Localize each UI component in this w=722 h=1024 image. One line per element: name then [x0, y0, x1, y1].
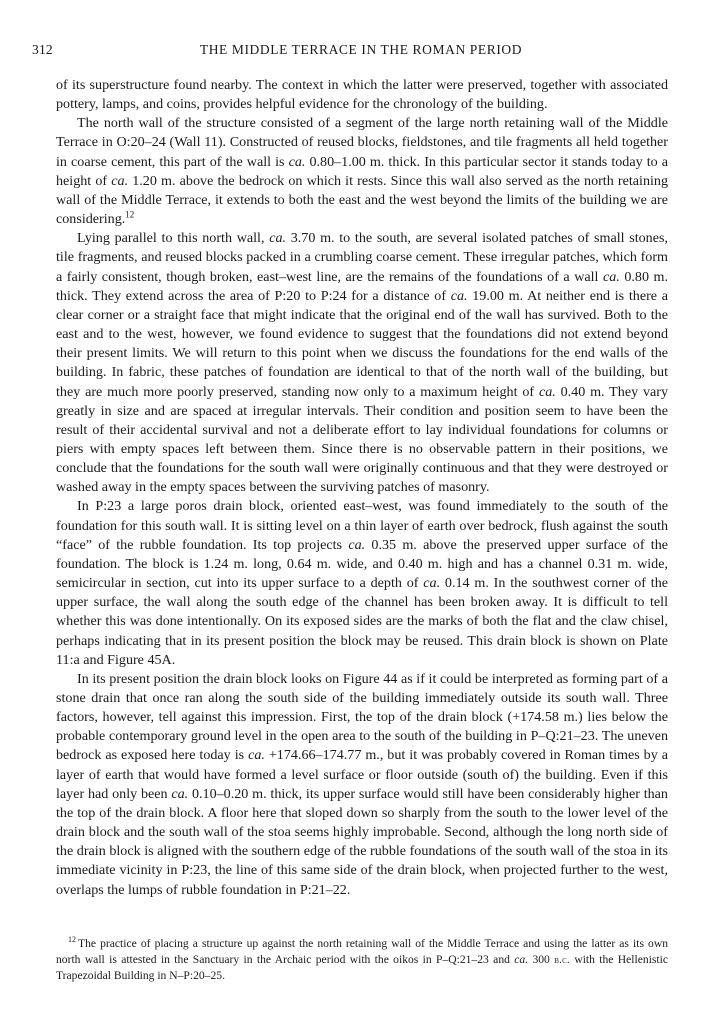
small-caps-text: b.c.	[554, 954, 570, 966]
text-run: +174.66–174.77 m., but it was probably covered in Roman times by a layer of earth that would have formed a level surface or floor outside (south of) the building. Even if this layer had only been	[56, 747, 668, 802]
running-head	[32, 42, 690, 62]
italic-text: ca.	[288, 153, 306, 170]
running-title: THE MIDDLE TERRACE IN THE ROMAN PERIOD	[199, 42, 523, 57]
text-run: The practice of placing a structure up against the north retaining wall of the Middle Terrace and using the latter as its own north wall is attested in the Sanctuary in the Archaic period with the oikos in P–Q:21–23 and	[56, 937, 668, 966]
italic-text: ca.	[348, 536, 366, 553]
text-run: 0.80–1.00 m. thick. In this particular sector it stands today to a height of	[56, 153, 668, 189]
text-run: of its superstructure found nearby. The context in which the latter were preserved, together with associated pottery, lamps, and coins, provides helpful evidence for the chronology of the building.	[56, 77, 668, 113]
text-run: 300	[528, 952, 555, 966]
page-number: 312	[32, 42, 53, 57]
text-run: The north wall of the structure consisted of a segment of the large north retaining wall of the Middle Terrace in O:20–24 (Wall 11). Constructed of reused blocks, fieldstones, and tile fragments all held together in coarse cement, this part of the wall is	[56, 115, 668, 170]
paragraph	[56, 497, 668, 669]
italic-text: ca.	[269, 230, 287, 247]
text-run: 3.70 m. to the south, are several isolated patches of small stones, tile fragments, and reused blocks packed in a crumbling coarse cement. These irregular patches, which form a fairly consistent, though broken, east–west line, are the remains of the foundations of a wall	[56, 230, 668, 285]
footnote-text	[56, 937, 668, 982]
text-run: 0.40 m. They vary greatly in size and are spaced at irregular intervals. Their condition and position seem to have been the result of their accidental survival and not a deliberate effort to lay individual foundations for columns or piers with empty spaces left between them. Since there is no observable pattern in their positions, we conclude that the foundations for the south wall were originally continuous and that they were destroyed or washed away in the empty spaces between the surviving patches of masonry.	[56, 383, 668, 496]
footnote	[56, 936, 668, 984]
paragraph	[56, 229, 668, 497]
text-run: Lying parallel to this north wall,	[77, 230, 270, 247]
paragraph	[56, 114, 668, 229]
italic-text: ca.	[538, 383, 556, 400]
text-run: 19.00 m. At neither end is there a clear corner or a straight face that might indicate that the original end of the wall has survived. Both to the east and to the west, however, we found evidence to suggest that the foundations did not extend beyond their present limits. We will return to this point when we discuss the foundations for the end walls of the building. In fabric, these patches of foundation are identical to that of the north wall of the building, but they are much more poorly preserved, standing now only to a maximum height of	[56, 287, 668, 400]
italic-text: ca.	[514, 952, 529, 966]
paragraph	[56, 670, 668, 900]
text-run: 0.14 m. In the southwest corner of the upper surface, the wall along the south edge of the channel has been broken away. It is difficult to tell whether this was done intentionally. On its exposed sides are the marks of both the flat and the claw chisel, perhaps indicating that in its present position the block may be reused. This drain block is shown on Plate 11:a and Figure 45A.	[56, 575, 668, 668]
text-run: In P:23 a large poros drain block, oriented east–west, was found immediately to the south of the foundation for this south wall. It is sitting level on a thin layer of earth over bedrock, flush against the south “face” of the rubble foundation. Its top projects	[56, 498, 668, 553]
paragraph	[56, 76, 668, 114]
text-run: In its present position the drain block looks on Figure 44 as if it could be interpreted as forming part of a stone drain that once ran along the south side of the building immediately outside its south wall. Three factors, however, tell against this impression. First, the top of the drain block (+174.58 m.) lies below the probable contemporary ground level in the open area to the south of the building in P–Q:21–23. The uneven bedrock as exposed here today is	[56, 670, 668, 764]
italic-text: ca.	[111, 172, 129, 189]
text-run: 0.10–0.20 m. thick, its upper surface would still have been considerably higher than the top of the drain block. A floor here that sloped down so sharply from the south to the lower level of the drain block and the south wall of the stoa seems highly improbable. Second, although the long north side of the drain block is aligned with the southern edge of the rubble foundations of the south wall of the stoa in its immediate vicinity in P:23, the line of this same side of the drain block, when projected further to the west, overlaps the lumps of rubble foundation in P:21–22.	[56, 785, 668, 898]
italic-text: ca.	[423, 575, 441, 592]
text-run: 0.80 m. thick. They extend across the area of P:20 to P:24 for a distance of	[56, 268, 668, 304]
italic-text: ca.	[171, 785, 189, 802]
italic-text: ca.	[602, 268, 620, 285]
body-text	[56, 76, 668, 900]
footnote-number: 12	[68, 935, 76, 945]
text-run: 0.35 m. above the preserved upper surface of the foundation. The block is 1.24 m. long, 0.64 m. wide, and 0.40 m. high and has a channel 0.31 m. wide, semicircular in section, cut into its upper surface to a depth of	[56, 536, 668, 592]
text-run: 1.20 m. above the bedrock on which it rests. Since this wall also served as the north retaining wall of the Middle Terrace, it extends to both the east and the west beyond the limits of the building we are considering.	[56, 172, 669, 228]
text-run: with the Hellenistic Trapezoidal Building in N–P:20–25.	[56, 952, 669, 983]
footnote-reference: 12	[125, 209, 135, 220]
italic-text: ca.	[450, 287, 468, 304]
italic-text: ca.	[248, 747, 265, 764]
